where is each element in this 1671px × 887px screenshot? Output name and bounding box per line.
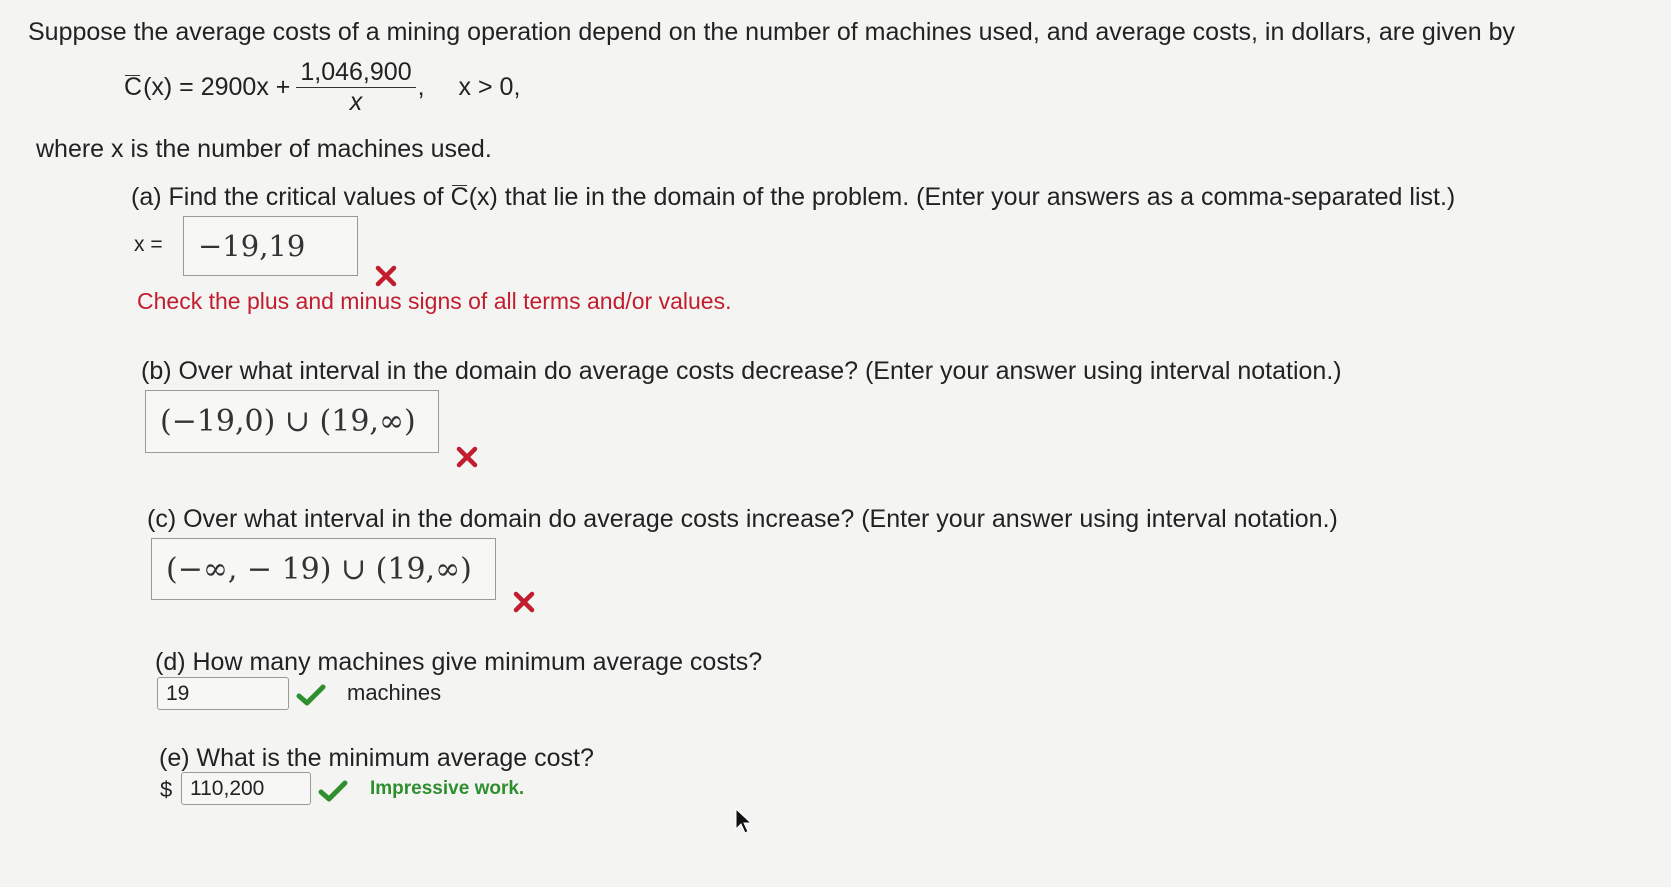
- part-a-question-start: (a) Find the critical values of: [131, 183, 444, 211]
- x-mark-icon: [512, 590, 536, 614]
- equation-domain: x > 0,: [458, 73, 521, 101]
- mouse-cursor-icon: [735, 808, 753, 834]
- part-c-answer-input[interactable]: [151, 538, 496, 600]
- part-a-question-end: (x) that lie in the domain of the problem. (Enter your answers as a comma-separated list.): [468, 183, 1456, 211]
- part-c-question: (c) Over what interval in the domain do average costs increase? (Enter your answer using interval notation.): [147, 505, 1338, 533]
- part-d-answer-input[interactable]: [157, 677, 289, 710]
- equation-lhs: (x) = 2900x +: [143, 73, 291, 101]
- fraction-numerator: 1,046,900: [296, 58, 415, 88]
- part-e-dollar-prefix: $: [160, 777, 173, 802]
- fraction-denominator: x: [349, 88, 363, 116]
- check-mark-icon: [296, 683, 326, 707]
- part-d-question: (d) How many machines give minimum average costs?: [155, 648, 763, 676]
- part-e-question: (e) What is the minimum average cost?: [159, 744, 594, 772]
- problem-intro: Suppose the average costs of a mining operation depend on the number of machines used, and average costs, in dollars, are given by: [28, 18, 1516, 46]
- part-a-answer-input[interactable]: [183, 216, 358, 276]
- x-mark-icon: [455, 445, 479, 469]
- part-e-answer-input[interactable]: [181, 772, 311, 805]
- part-b-answer-value: (−19,0) ∪ (19,∞): [160, 404, 416, 439]
- part-c-answer-value: (−∞, − 19) ∪ (19,∞): [166, 551, 472, 587]
- equation-func: C: [124, 73, 143, 101]
- x-mark-icon: [374, 264, 398, 288]
- cost-equation: [124, 58, 520, 117]
- where-text: where x is the number of machines used.: [36, 135, 492, 163]
- equation-fraction: [296, 58, 415, 117]
- part-d-unit: machines: [347, 680, 442, 705]
- part-a-label: x =: [134, 233, 163, 256]
- part-a-question: [131, 183, 1455, 212]
- check-mark-icon: [318, 779, 348, 803]
- part-e-feedback: Impressive work.: [370, 778, 525, 799]
- part-a-answer-value: −19,19: [198, 229, 306, 263]
- part-d-answer-value: 19: [166, 681, 190, 705]
- equation-comma: ,: [417, 73, 425, 101]
- part-b-answer-input[interactable]: [145, 390, 439, 453]
- part-e-answer-value: 110,200: [190, 776, 265, 800]
- part-a-question-func: C: [450, 183, 469, 211]
- part-b-question: (b) Over what interval in the domain do average costs decrease? (Enter your answer using interval notation.): [141, 357, 1342, 385]
- part-a-feedback: Check the plus and minus signs of all terms and/or values.: [137, 288, 732, 314]
